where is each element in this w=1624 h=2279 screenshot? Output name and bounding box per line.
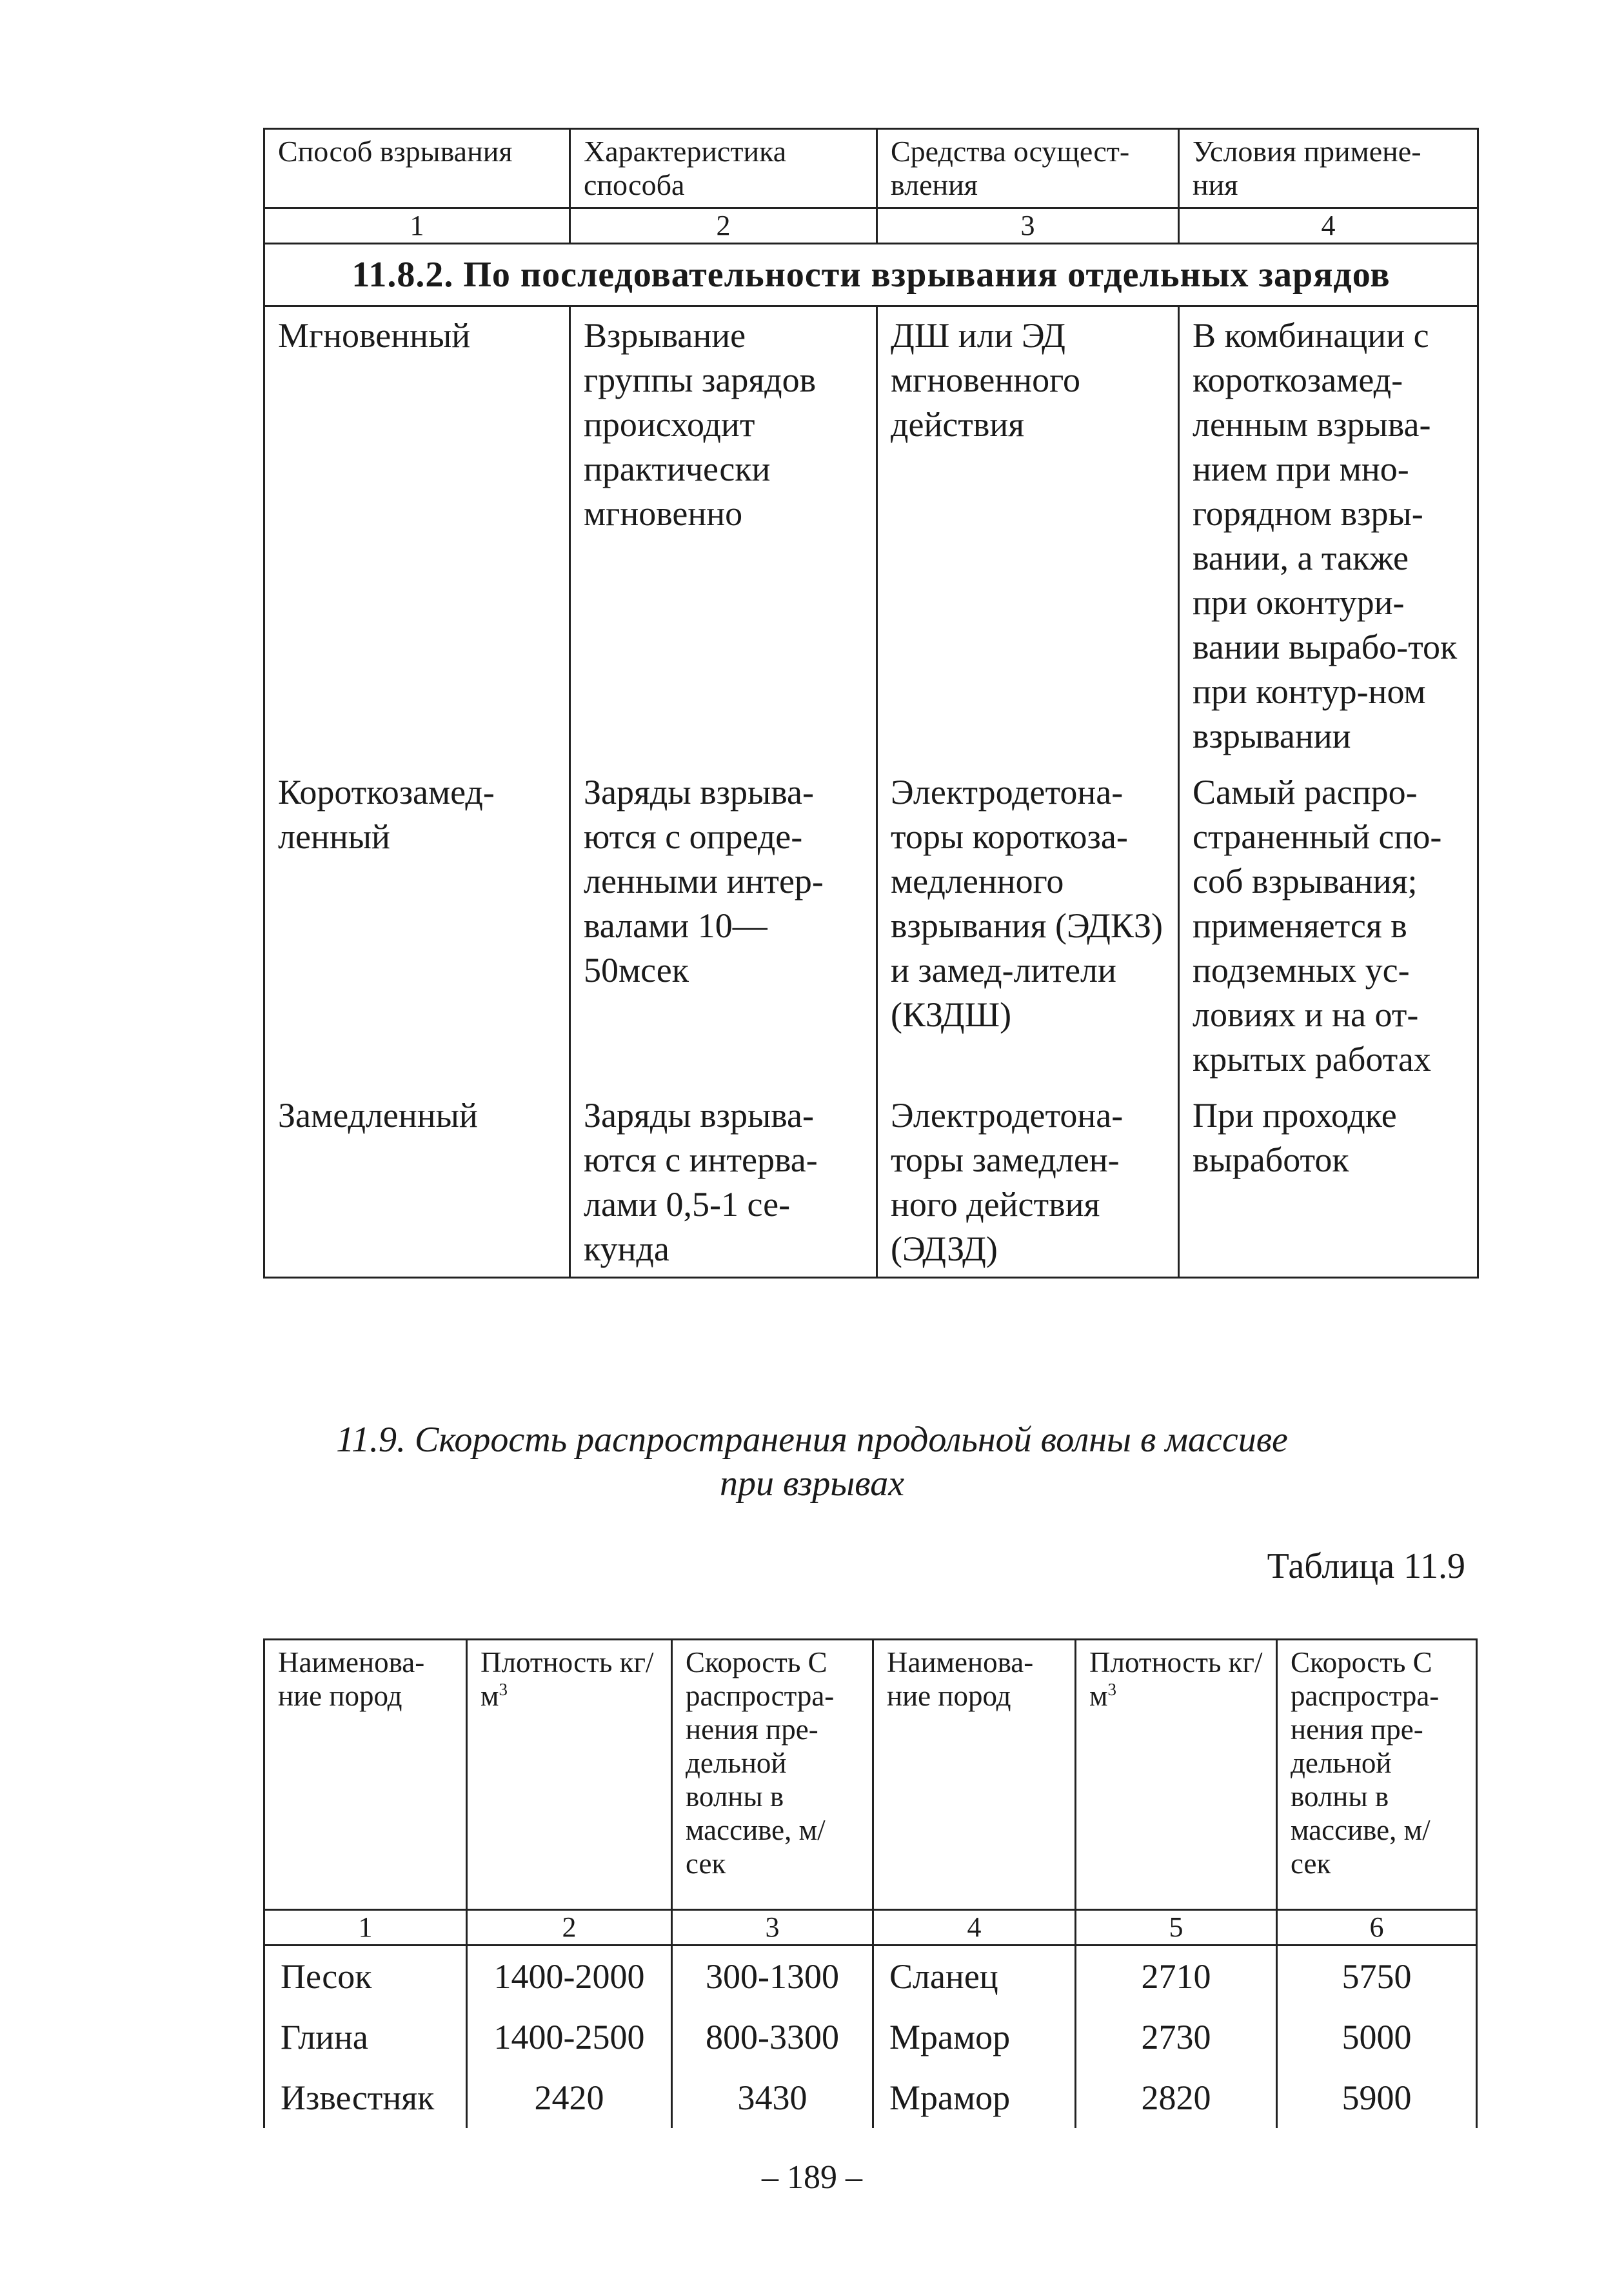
header-cell: Плотность $кг/м^3$: [467, 1640, 672, 1910]
section-title-line-2: при взрывах: [719, 1464, 905, 1504]
table-row: [264, 1946, 1477, 2007]
rock-name: Известняк: [264, 2067, 467, 2128]
density: 1400-2500: [467, 2007, 672, 2067]
section-title-line-1: 11.9. Скорость распространения продольной волны в массиве: [336, 1420, 1288, 1460]
table-cell: Заряды взрыва-ются с интерва-лами 0,5-1 се-кунда: [570, 1087, 877, 1278]
column-number-row: [264, 208, 1478, 244]
header-cell: Способ взрывания: [264, 129, 570, 208]
table-row: [264, 764, 1478, 1087]
rock-name: Сланец: [873, 1946, 1076, 2007]
column-number: 5: [1076, 1910, 1277, 1946]
rock-name: Мрамор: [873, 2067, 1076, 2128]
header-cell: Средства осущест-вления: [877, 129, 1179, 208]
density: 1400-2000: [467, 1946, 672, 2007]
velocity: 300-1300: [672, 1946, 873, 2007]
section-heading: 11.8.2. По последовательности взрывания отдельных зарядов: [264, 244, 1478, 306]
column-number: 1: [264, 208, 570, 244]
wave-velocity-table: [263, 1638, 1478, 2128]
header-cell: Скорость С распростра-нения пре-дельной волны в массиве, м/сек: [1277, 1640, 1477, 1910]
table-cell: Электродетона-торы замедлен-ного действия (ЭДЗД): [877, 1087, 1179, 1278]
velocity: 5900: [1277, 2067, 1477, 2128]
table-label: Таблица 11.9: [1267, 1546, 1465, 1586]
table-cell: Короткозамед-ленный: [264, 764, 570, 1087]
header-cell: Условия примене-ния: [1179, 129, 1478, 208]
table-cell: ДШ или ЭД мгновенного действия: [877, 306, 1179, 764]
column-number: 4: [873, 1910, 1076, 1946]
column-number: 1: [264, 1910, 467, 1946]
density: 2420: [467, 2067, 672, 2128]
density: 2730: [1076, 2007, 1277, 2067]
table-cell: Заряды взрыва-ются с опреде-ленными интер-валами 10—50мсек: [570, 764, 877, 1087]
table-header-row: [264, 129, 1478, 208]
page-number: – 189 –: [762, 2159, 862, 2196]
rock-name: Песок: [264, 1946, 467, 2007]
column-number: 2: [467, 1910, 672, 1946]
table-cell: Электродетона-торы короткоза-медленного взрывания (ЭДКЗ) и замед-лители (КЗДШ): [877, 764, 1179, 1087]
header-cell: Скорость С распростра-нения пре-дельной волны в массиве, м/сек: [672, 1640, 873, 1910]
density: 2710: [1076, 1946, 1277, 2007]
table-row: [264, 2067, 1477, 2128]
velocity: 5750: [1277, 1946, 1477, 2007]
velocity: 5000: [1277, 2007, 1477, 2067]
column-number: 3: [877, 208, 1179, 244]
header-cell: Характеристика способа: [570, 129, 877, 208]
column-number: 3: [672, 1910, 873, 1946]
section-row: [264, 244, 1478, 306]
table-row: [264, 2007, 1477, 2067]
table-cell: Самый распро-страненный спо-соб взрывания; применяется в подземных ус-ловиях и на от-крытых работах: [1179, 764, 1478, 1087]
velocity: 3430: [672, 2067, 873, 2128]
blasting-methods-table: [263, 128, 1479, 1279]
table-row: [264, 1087, 1478, 1278]
header-cell: Плотность $кг/м^3$: [1076, 1640, 1277, 1910]
table-header-row: [264, 1640, 1477, 1910]
table-cell: Мгновенный: [264, 306, 570, 764]
column-number-row: [264, 1910, 1477, 1946]
table-cell: Замедленный: [264, 1087, 570, 1278]
header-cell: Наименова-ние пород: [264, 1640, 467, 1910]
table-cell: В комбинации с короткозамед-ленным взрыва-нием при мно-горядном взры-вании, а также при оконтури-вании вырабо-ток при контур-ном взрывании: [1179, 306, 1478, 764]
velocity: 800-3300: [672, 2007, 873, 2067]
rock-name: Мрамор: [873, 2007, 1076, 2067]
column-number: 6: [1277, 1910, 1477, 1946]
column-number: 4: [1179, 208, 1478, 244]
rock-name: Глина: [264, 2007, 467, 2067]
density: 2820: [1076, 2067, 1277, 2128]
header-cell: Наименова-ние пород: [873, 1640, 1076, 1910]
column-number: 2: [570, 208, 877, 244]
table-cell: Взрывание группы зарядов происходит практически мгновенно: [570, 306, 877, 764]
table-row: [264, 306, 1478, 764]
table-cell: При проходке выработок: [1179, 1087, 1478, 1278]
